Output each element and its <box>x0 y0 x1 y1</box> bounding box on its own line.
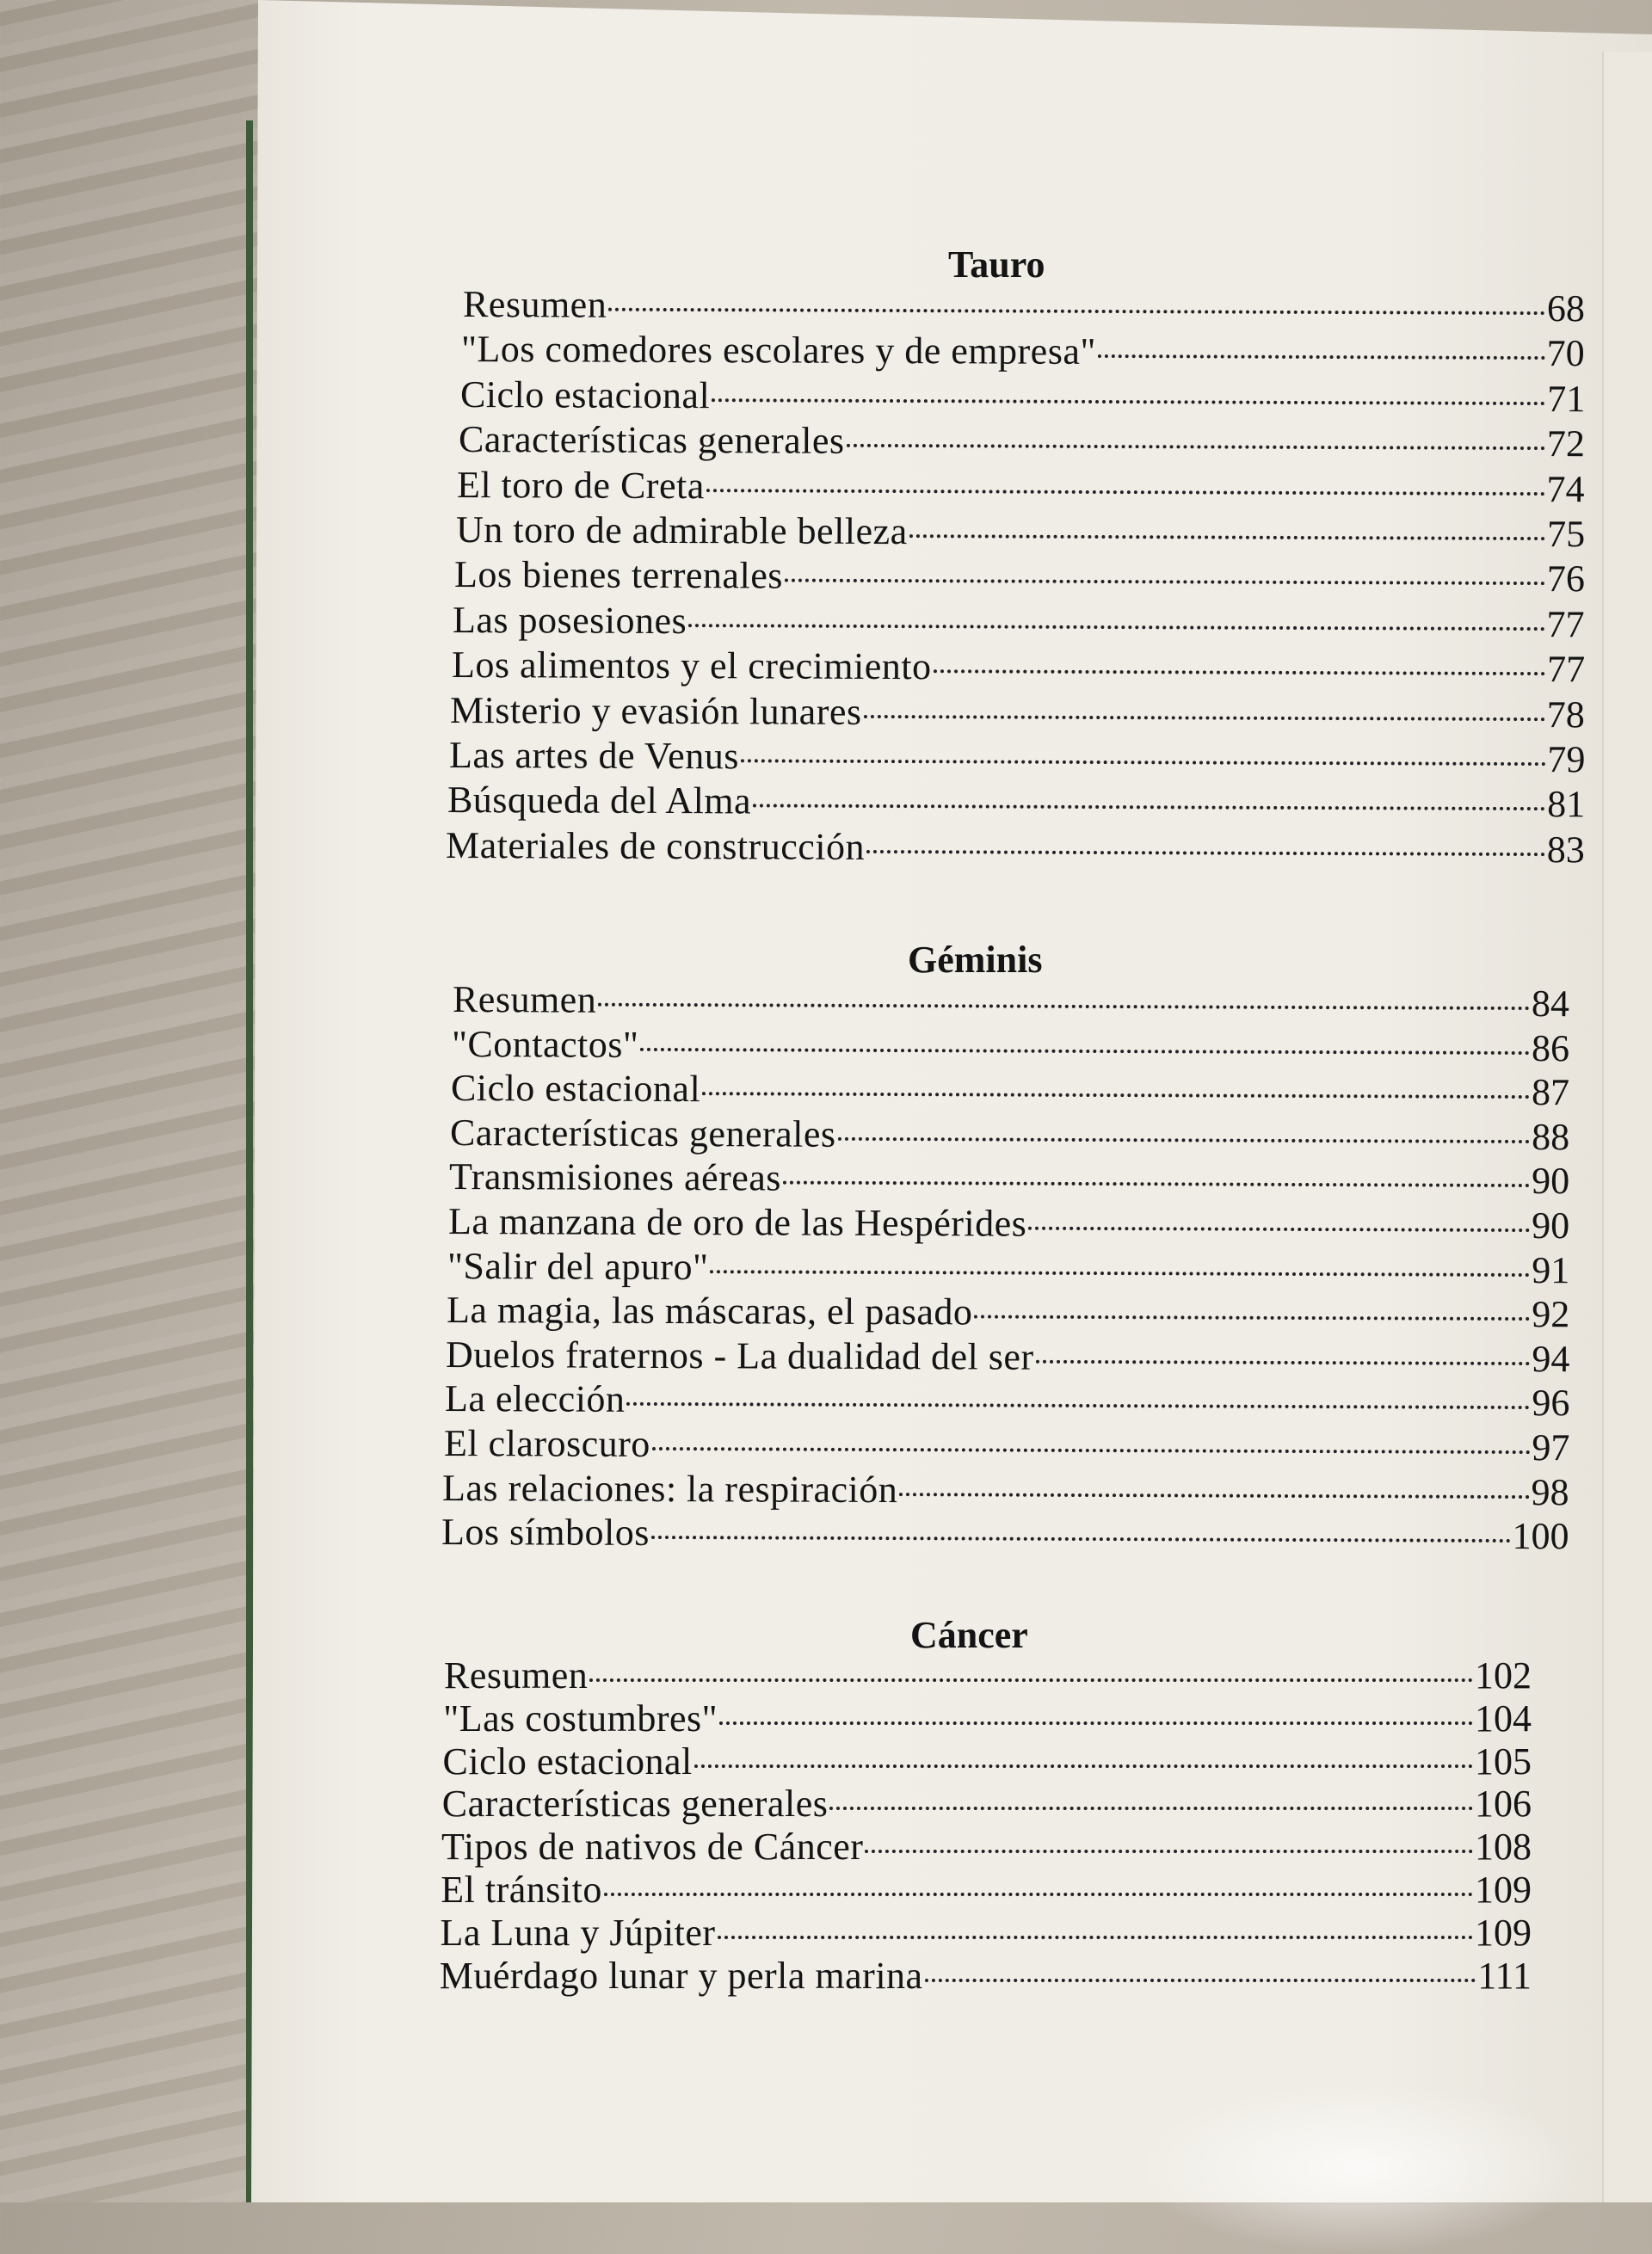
dot-leader <box>604 1893 1473 1896</box>
toc-entry-label: "Contactos" <box>451 1022 639 1066</box>
toc-entry-page-number: 76 <box>1546 557 1586 600</box>
toc-entry <box>440 1954 1532 1998</box>
toc-entry-page-number: 106 <box>1475 1783 1532 1826</box>
toc-entry-label: El tránsito <box>441 1869 602 1911</box>
dot-leader <box>1028 1227 1530 1232</box>
toc-entry <box>447 778 1585 827</box>
toc-entry-label: Las artes de Venus <box>448 734 739 778</box>
dot-leader <box>719 1721 1473 1725</box>
dot-leader <box>783 1181 1530 1187</box>
toc-entry-label: Materiales de construcción <box>446 823 866 868</box>
toc-entry <box>443 1421 1569 1470</box>
dot-leader <box>706 489 1545 496</box>
dot-leader <box>837 1137 1530 1143</box>
dot-leader <box>651 1447 1530 1454</box>
toc-entry <box>453 598 1585 647</box>
toc-entry <box>452 1022 1569 1071</box>
toc-entry <box>441 1825 1532 1869</box>
toc-entry-page-number: 75 <box>1546 513 1586 556</box>
toc-entry-page-number: 92 <box>1531 1293 1570 1336</box>
toc-entry-label: El toro de Creta <box>457 463 706 507</box>
dot-leader <box>740 759 1545 766</box>
dot-leader <box>608 308 1545 315</box>
toc-entry-label: La elección <box>444 1377 626 1421</box>
toc-entry-label: "Las costumbres" <box>443 1697 718 1740</box>
dot-leader <box>865 1850 1473 1853</box>
toc-entry-page-number: 83 <box>1546 828 1586 871</box>
toc-entry-label: Muérdago lunar y perla marina <box>439 1954 923 1997</box>
toc-entry-label: Las relaciones: la respiración <box>442 1466 898 1511</box>
toc-entry-label: Características generales <box>441 1783 829 1826</box>
toc-entry-label: Resumen <box>444 1654 589 1697</box>
toc-entry <box>456 508 1585 557</box>
toc-entry-page-number: 109 <box>1475 1911 1532 1954</box>
wood-table-background <box>0 0 258 2202</box>
toc-entry <box>442 1782 1532 1826</box>
toc-entry <box>444 1654 1532 1698</box>
toc-entry-label: Transmisiones aéreas <box>448 1155 781 1199</box>
toc-entry-label: Los símbolos <box>441 1511 650 1555</box>
toc-entry <box>441 1510 1569 1559</box>
adjacent-page-edge <box>1602 52 1652 2202</box>
dot-leader <box>702 1092 1530 1099</box>
dot-leader <box>589 1678 1473 1682</box>
section-title-geminis: Géminis <box>908 939 1043 981</box>
dot-leader <box>1098 354 1545 360</box>
dot-leader <box>847 444 1545 450</box>
book-cover-edge <box>246 120 253 2202</box>
dot-leader <box>974 1315 1530 1321</box>
dot-leader <box>598 1003 1530 1010</box>
toc-entry-page-number: 88 <box>1531 1115 1570 1159</box>
toc-entry-label: La Luna y Júpiter <box>440 1911 716 1954</box>
toc-entry-label: "Los comedores escolares y de empresa" <box>461 328 1097 373</box>
dot-leader <box>689 624 1545 631</box>
toc-entry <box>441 1868 1532 1912</box>
toc-entry-page-number: 102 <box>1475 1654 1532 1697</box>
dot-leader <box>640 1047 1530 1054</box>
toc-entry-label: Características generales <box>458 418 845 462</box>
section-title-cancer: Cáncer <box>910 1614 1028 1656</box>
toc-entry-label: Un toro de admirable belleza <box>455 508 908 553</box>
toc-entry-label: Ciclo estacional <box>442 1740 693 1783</box>
toc-entry-label: Búsqueda del Alma <box>447 779 752 822</box>
dot-leader <box>753 804 1545 811</box>
dot-leader <box>651 1536 1511 1543</box>
toc-entry-page-number: 78 <box>1546 693 1586 736</box>
toc-entry-page-number: 100 <box>1512 1515 1570 1558</box>
toc-entry <box>447 1244 1569 1293</box>
toc-entry <box>459 417 1585 466</box>
toc-entry-page-number: 77 <box>1546 648 1586 691</box>
toc-entry <box>444 1376 1569 1426</box>
toc-entry-page-number: 70 <box>1546 332 1586 375</box>
toc-entry <box>453 977 1569 1026</box>
toc-entry-label: Misterio y evasión lunares <box>450 688 862 733</box>
toc-entry <box>448 733 1585 782</box>
dot-leader <box>829 1807 1473 1810</box>
toc-entry-label: "Salir del apuro" <box>447 1244 709 1288</box>
toc-entry-page-number: 74 <box>1546 467 1586 510</box>
toc-entry <box>457 463 1585 512</box>
toc-entry-page-number: 90 <box>1531 1160 1570 1203</box>
toc-entry-page-number: 87 <box>1531 1071 1570 1114</box>
toc-entry <box>463 282 1585 331</box>
toc-entry <box>461 327 1585 376</box>
toc-entry-label: La manzana de oro de las Hespérides <box>447 1200 1027 1245</box>
toc-entry <box>445 1333 1569 1382</box>
toc-entry-page-number: 105 <box>1475 1740 1532 1783</box>
section-title-tauro: Tauro <box>948 243 1045 286</box>
toc-entry-label: El claroscuro <box>443 1422 650 1465</box>
toc-entry <box>442 1466 1569 1515</box>
toc-entry-label: Tipos de nativos de Cáncer <box>441 1826 864 1869</box>
toc-entry <box>443 1740 1532 1784</box>
toc-entry <box>450 688 1585 737</box>
toc-entry-page-number: 91 <box>1531 1248 1570 1291</box>
dot-leader <box>718 1936 1473 1939</box>
toc-entry <box>451 1066 1569 1115</box>
toc-entry-label: Ciclo estacional <box>459 373 711 416</box>
dot-leader <box>694 1764 1473 1768</box>
toc-entry-label: Los alimentos y el crecimiento <box>451 644 932 688</box>
dot-leader <box>710 1270 1530 1277</box>
dot-leader <box>909 534 1545 540</box>
dot-leader <box>626 1402 1530 1409</box>
toc-entry <box>450 1111 1569 1160</box>
toc-entry <box>448 1199 1569 1248</box>
light-glare <box>1136 2082 1583 2254</box>
dot-leader <box>925 1979 1476 1982</box>
toc-entry-page-number: 77 <box>1546 602 1586 646</box>
toc-entry-page-number: 84 <box>1531 982 1570 1025</box>
toc-entry-page-number: 111 <box>1477 1954 1532 1997</box>
toc-entry-label: Duelos fraternos - La dualidad del ser <box>445 1333 1034 1378</box>
toc-entry-page-number: 97 <box>1531 1426 1570 1469</box>
toc-entry <box>449 1155 1569 1204</box>
toc-entry <box>454 552 1585 601</box>
toc-entry <box>441 1911 1532 1955</box>
toc-entry-label: Los bienes terrenales <box>453 553 784 597</box>
toc-entry-label: La magia, las máscaras, el pasado <box>446 1289 973 1333</box>
dot-leader <box>864 715 1545 721</box>
dot-leader <box>866 850 1545 856</box>
toc-entry-page-number: 81 <box>1546 783 1586 826</box>
toc-entry-page-number: 72 <box>1546 422 1586 465</box>
toc-entry-label: Características generales <box>449 1111 836 1155</box>
toc-entry-page-number: 68 <box>1546 287 1586 330</box>
dot-leader <box>1035 1360 1530 1365</box>
toc-entry <box>443 1697 1532 1741</box>
toc-entry-label: Las posesiones <box>453 598 687 642</box>
dot-leader <box>900 1493 1530 1499</box>
toc-entry <box>452 643 1585 692</box>
dot-leader <box>933 669 1545 675</box>
toc-entry-label: Ciclo estacional <box>450 1067 701 1111</box>
toc-entry <box>447 1288 1570 1337</box>
toc-entry-page-number: 79 <box>1546 738 1586 781</box>
dot-leader <box>712 398 1545 405</box>
toc-entry-page-number: 96 <box>1531 1382 1570 1425</box>
toc-entry-label: Resumen <box>452 978 597 1021</box>
toc-entry-page-number: 71 <box>1546 377 1586 421</box>
toc-entry-page-number: 94 <box>1531 1337 1570 1381</box>
toc-entry-page-number: 109 <box>1475 1869 1532 1911</box>
toc-entry-page-number: 86 <box>1531 1026 1570 1069</box>
dot-leader <box>785 579 1545 586</box>
toc-entry-label: Resumen <box>462 283 607 326</box>
toc-entry-page-number: 104 <box>1475 1697 1532 1740</box>
toc-entry <box>446 823 1585 872</box>
toc-entry-page-number: 90 <box>1531 1204 1570 1247</box>
toc-entry-page-number: 98 <box>1531 1470 1570 1513</box>
toc-entry-page-number: 108 <box>1475 1826 1532 1869</box>
toc-entry <box>460 373 1585 422</box>
